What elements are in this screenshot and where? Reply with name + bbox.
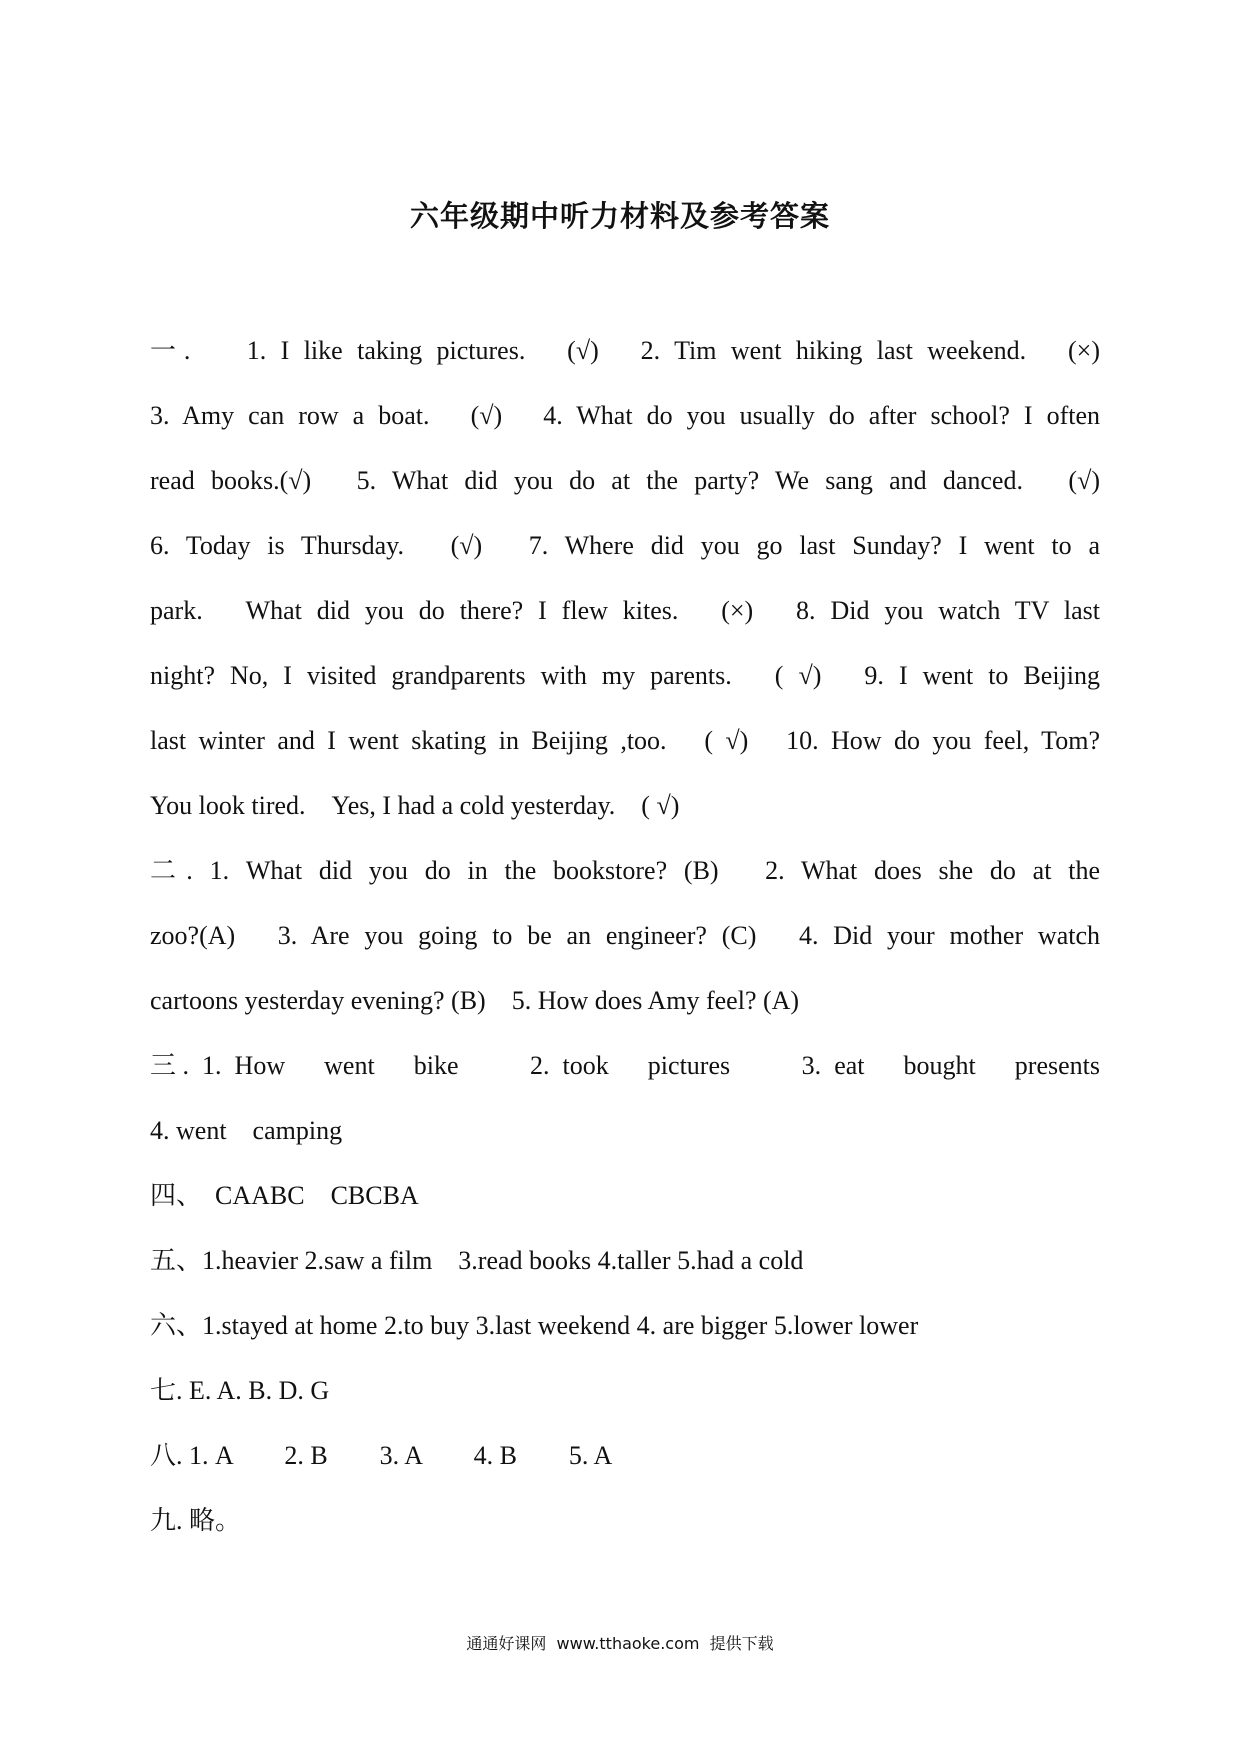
section-1-line-7: last winter and I went skating in Beijing ,too. ( √) 10. How do you feel, Tom?: [150, 726, 1100, 755]
section-1-line-5: park. What did you do there? I flew kites. (×) 8. Did you watch TV last: [150, 596, 1100, 625]
section-7-answers: 七. E. A. B. D. G: [150, 1376, 330, 1405]
section-1-line-4: 6. Today is Thursday. (√) 7. Where did you go last Sunday? I went to a: [150, 531, 1100, 560]
section-1-line-2: 3. Amy can row a boat. (√) 4. What do you usually do after school? I often: [150, 401, 1101, 430]
page-title: 六年级期中听力材料及参考答案: [409, 199, 830, 233]
section-3-line-2: 4. went camping: [150, 1116, 343, 1145]
section-2-line-1: 二. 1. What did you do in the bookstore? (B) 2. What does she do at the: [150, 856, 1100, 885]
section-1-line-8: You look tired. Yes, I had a cold yesterday. ( √): [150, 791, 680, 820]
section-6-answers: 六、1.stayed at home 2.to buy 3.last weekend 4. are bigger 5.lower lower: [150, 1311, 919, 1340]
section-8-answers: 八. 1. A 2. B 3. A 4. B 5. A: [150, 1441, 613, 1470]
section-1-line-3: read books.(√) 5. What did you do at the party? We sang and danced. (√): [150, 466, 1100, 495]
section-2-line-2: zoo?(A) 3. Are you going to be an engineer? (C) 4. Did your mother watch: [150, 921, 1100, 950]
section-1-line-1: 一. 1. I like taking pictures. (√) 2. Tim went hiking last weekend. (×): [150, 336, 1100, 365]
page-footer: 通通好课网 www.tthaoke.com 提供下载: [466, 1634, 774, 1653]
section-2-line-3: cartoons yesterday evening? (B) 5. How does Amy feel? (A): [150, 986, 800, 1015]
section-5-answers: 五、1.heavier 2.saw a film 3.read books 4.taller 5.had a cold: [150, 1246, 804, 1275]
section-3-line-1: 三. 1. How went bike 2. took pictures 3. eat bought presents: [150, 1051, 1100, 1080]
section-9-answers: 九. 略。: [150, 1506, 242, 1535]
section-4-answers: 四、 CAABC CBCBA: [150, 1181, 419, 1210]
section-1-line-6: night? No, I visited grandparents with my parents. ( √) 9. I went to Beijing: [150, 661, 1100, 690]
answer-content: [150, 318, 1100, 1553]
